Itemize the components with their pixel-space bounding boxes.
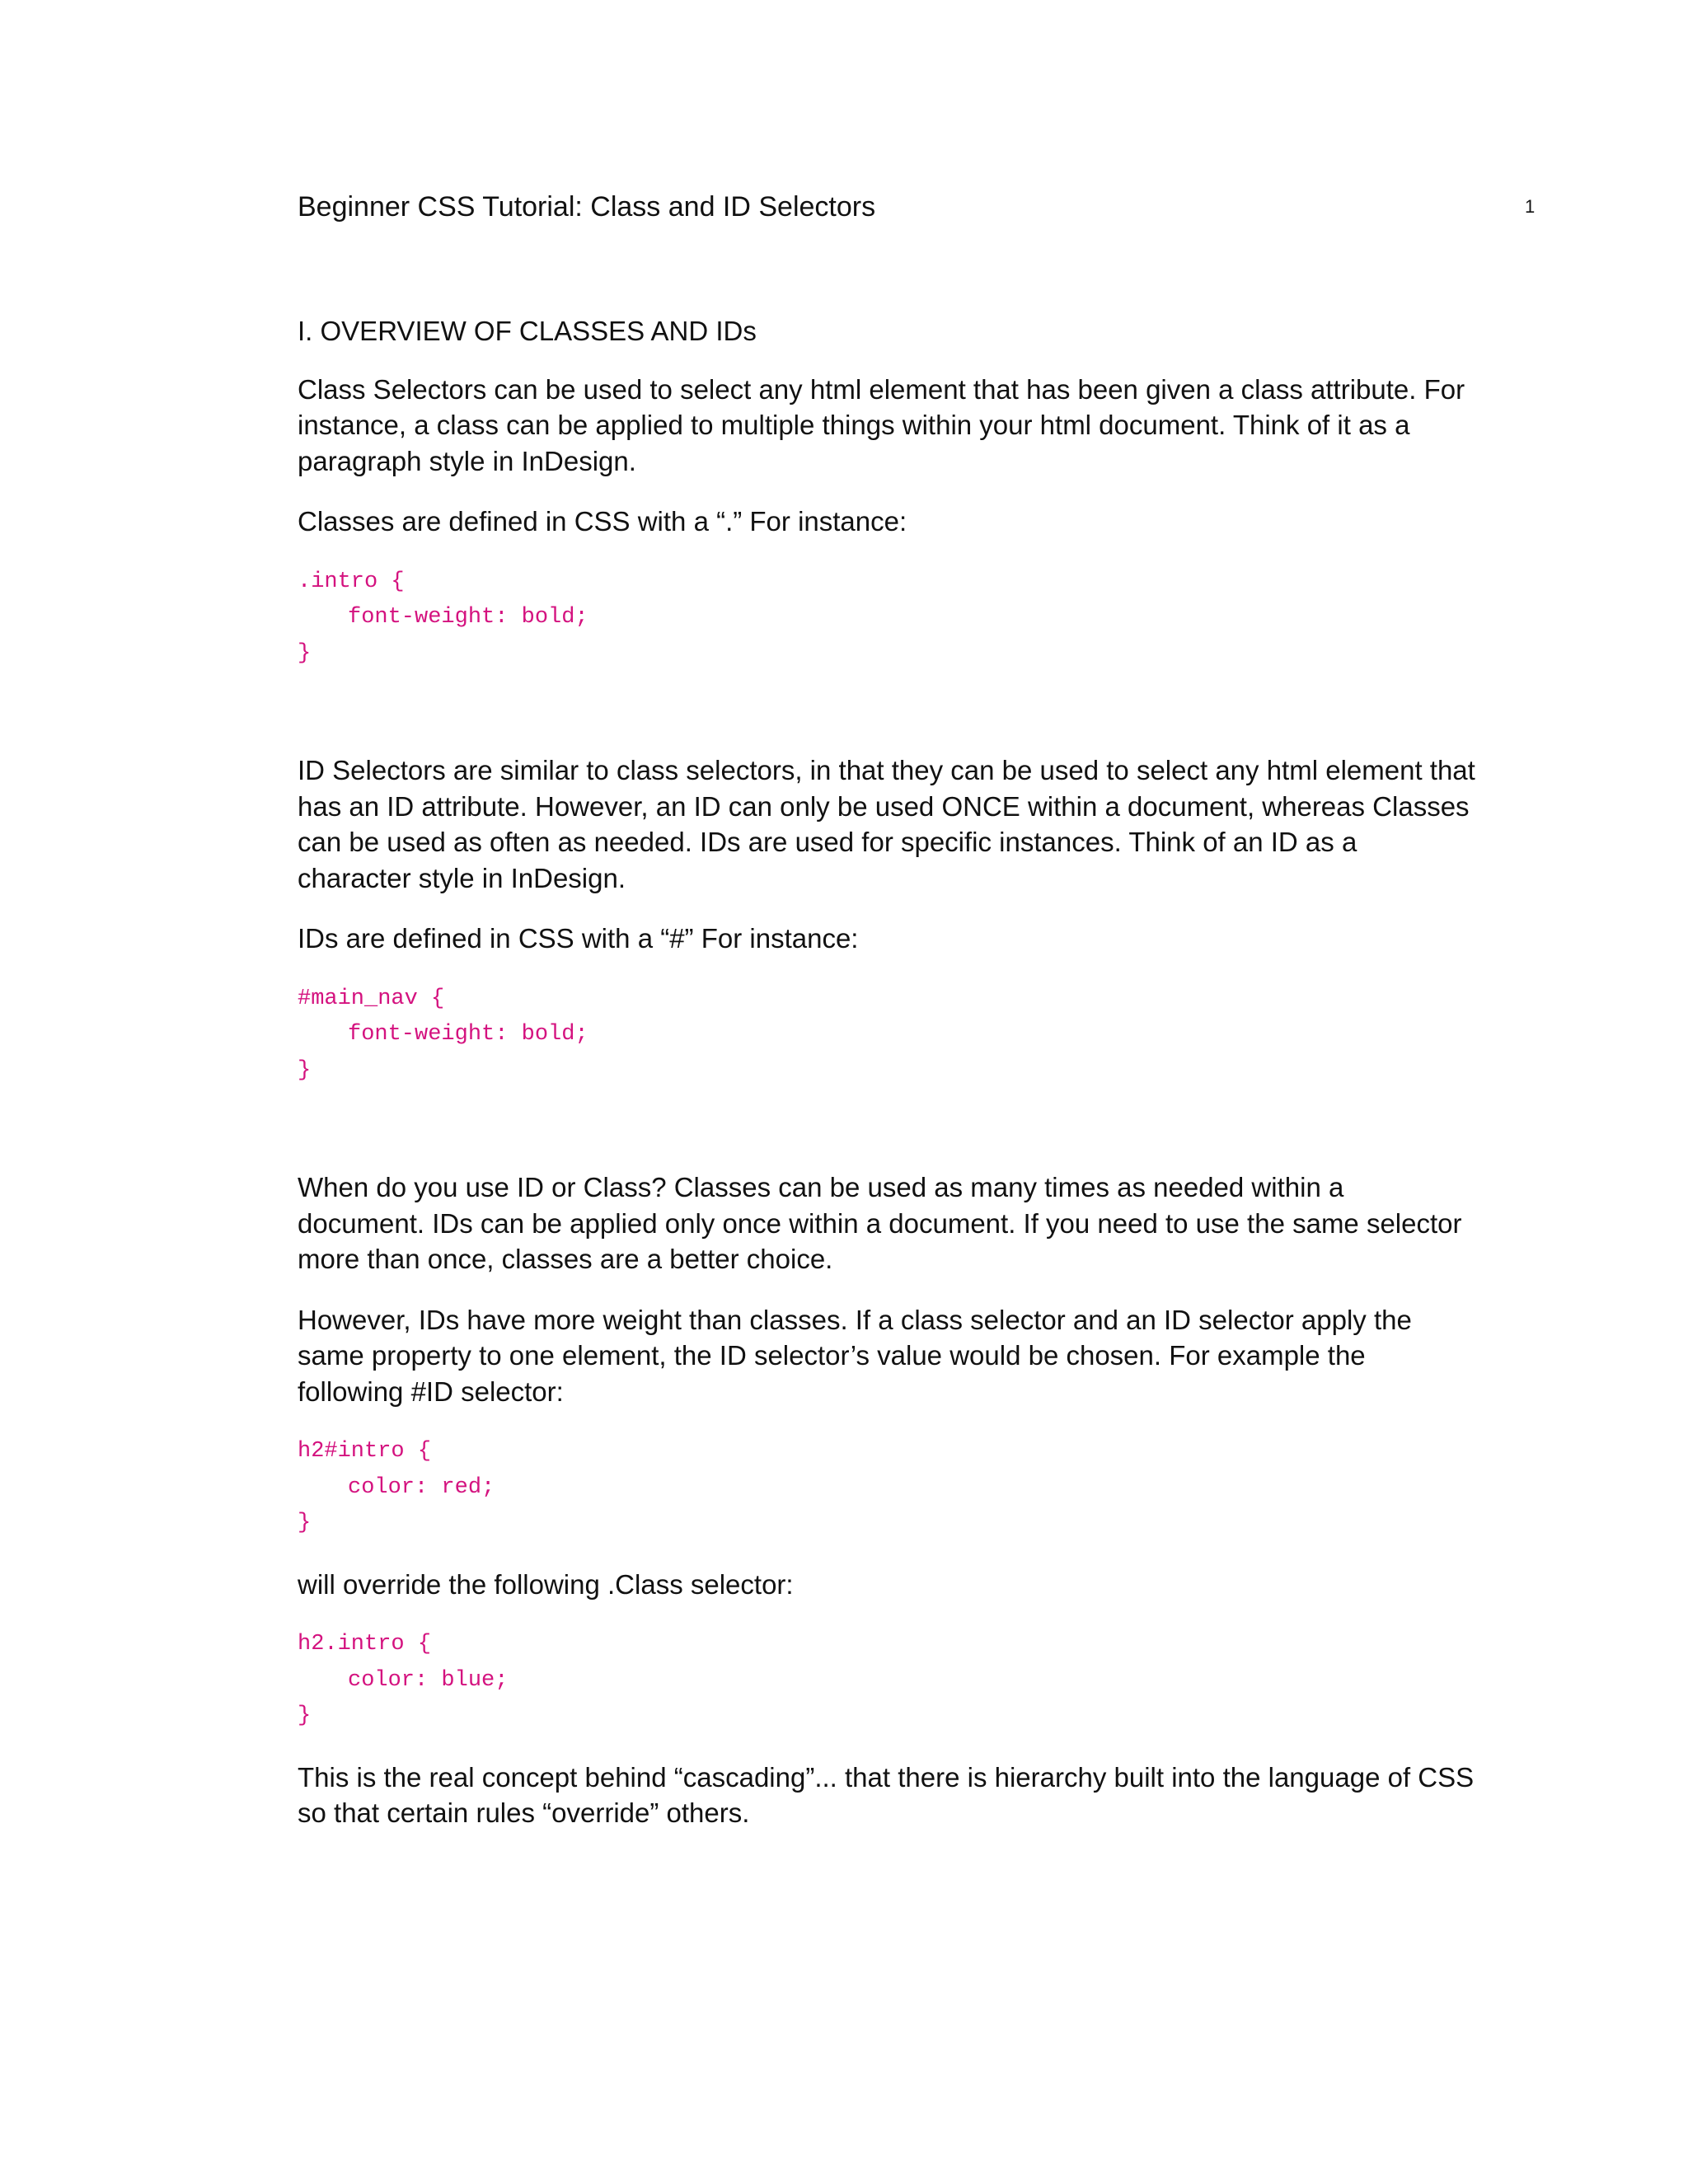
- code-line: }: [298, 1704, 312, 1728]
- code-block-intro-class: [298, 565, 1476, 673]
- spacer: [298, 1113, 1476, 1169]
- paragraph-will-override: will override the following .Class selector:: [298, 1568, 794, 1600]
- section-heading: I. OVERVIEW OF CLASSES AND IDs: [298, 316, 757, 346]
- paragraph-id-weight: However, IDs have more weight than classes. If a class selector and an ID selector apply the same property to one element, the ID selector’s value would be chosen. For example the following #ID selector:: [298, 1304, 1412, 1407]
- code-line: }: [298, 640, 312, 666]
- paragraph-class-selectors: Class Selectors can be used to select any html element that has been given a class attribute. For instance, a class can be applied to multiple things within your html document. Think of it as a paragraph style in InDesign.: [298, 373, 1465, 476]
- page-number: 1: [1525, 196, 1536, 217]
- code-line: }: [298, 1057, 312, 1083]
- code-line: font-weight: bold;: [348, 1022, 588, 1047]
- code-line: h2.intro {: [298, 1632, 432, 1657]
- code-line: font-weight: bold;: [348, 605, 588, 630]
- code-line: color: red;: [348, 1474, 495, 1500]
- paragraph-when-to-use: When do you use ID or Class? Classes can be used as many times as needed within a document. IDs can be applied only once within a document. If you need to use the same selector more than once, classes are a better choice.: [298, 1172, 1462, 1274]
- code-line: }: [298, 1511, 312, 1535]
- spacer: [298, 696, 1476, 752]
- code-block-h2-class: [298, 1627, 1476, 1735]
- code-line: #main_nav {: [298, 986, 445, 1011]
- code-line: color: blue;: [348, 1667, 509, 1693]
- paragraph-ids-defined: IDs are defined in CSS with a “#” For instance:: [298, 923, 859, 954]
- code-block-main-nav-id: [298, 982, 1476, 1090]
- document-title: Beginner CSS Tutorial: Class and ID Selectors: [298, 191, 876, 223]
- paragraph-cascading: This is the real concept behind “cascading”... that there is hierarchy built into the language of CSS so that certain rules “override” others.: [298, 1761, 1475, 1828]
- document-body: [298, 313, 1476, 1856]
- code-line: h2#intro {: [298, 1439, 432, 1464]
- paragraph-classes-defined: Classes are defined in CSS with a “.” For instance:: [298, 506, 907, 537]
- code-block-h2-id: [298, 1434, 1476, 1542]
- code-line: .intro {: [298, 569, 405, 594]
- paragraph-id-selectors: ID Selectors are similar to class selectors, in that they can be used to select any html element that has an ID attribute. However, an ID can only be used ONCE within a document, whereas Classes can be used as often as needed. IDs are used for specific instances. Think of an ID as a character style in InDesign.: [298, 755, 1475, 893]
